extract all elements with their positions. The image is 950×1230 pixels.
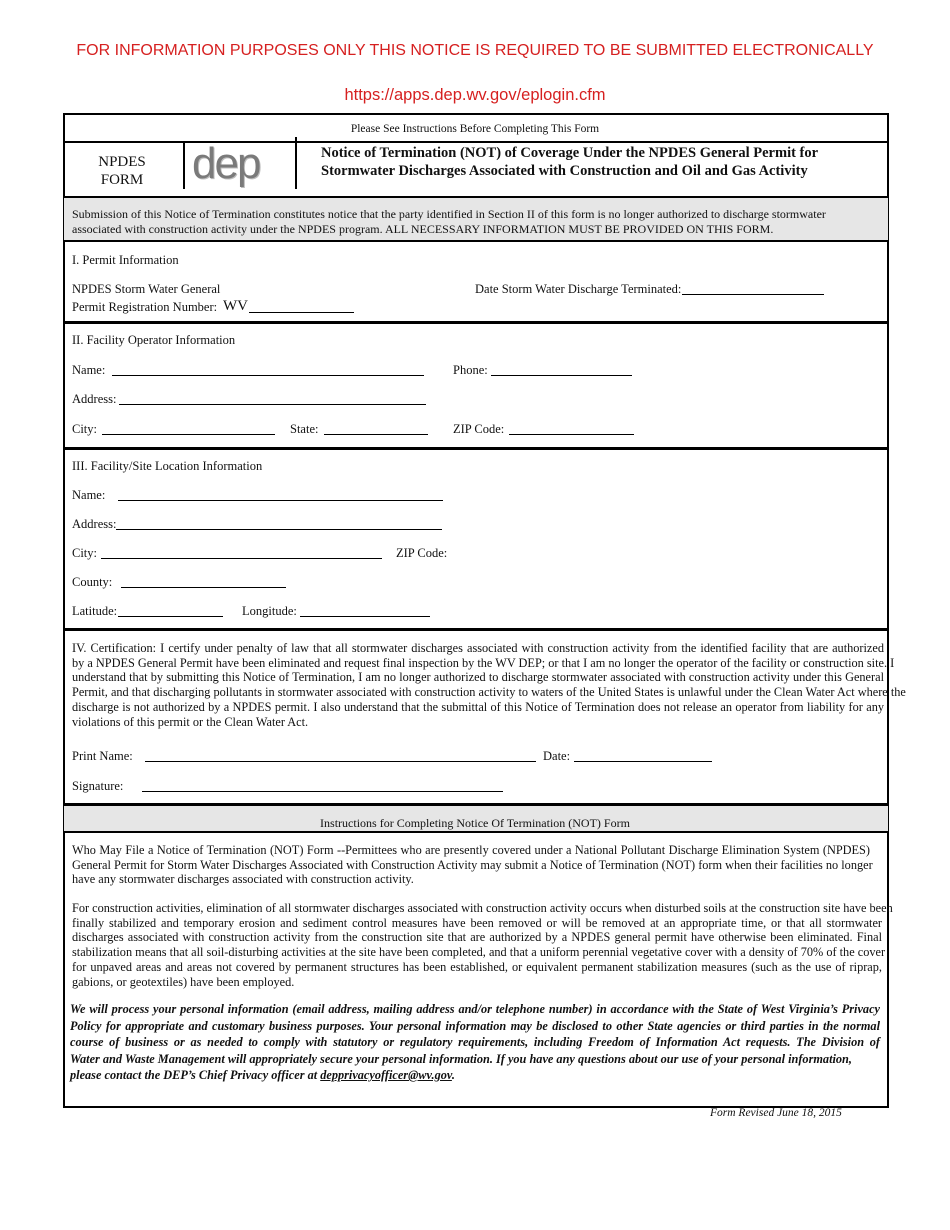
instructions-heading: Instructions for Completing Notice Of Termination (NOT) Form — [320, 816, 630, 830]
privacy-line: We will process your personal information (email address, mailing address and/or telephone number) in accordance with the State of West Virginia’s Privacy — [70, 1002, 880, 1016]
submission-notice-line1: Submission of this Notice of Termination constitutes notice that the party identified in Section II of this form is no longer authorized to discharge stormwater — [72, 207, 826, 221]
privacy-email-link[interactable]: depprivacyofficer@wv.gov — [320, 1068, 452, 1082]
privacy-period: . — [451, 1068, 455, 1082]
section1-heading: I. Permit Information — [72, 253, 179, 267]
operator-address-field[interactable] — [119, 404, 426, 405]
electronic-submission-notice: FOR INFORMATION PURPOSES ONLY THIS NOTICE IS REQUIRED TO BE SUBMITTED ELECTRONICALLY — [76, 42, 874, 59]
section2-heading: II. Facility Operator Information — [72, 333, 236, 347]
cert-line: by a NPDES General Permit have been eliminated and request final inspection by the WV DEP; or that I am no longer the operator of the facility or construction site. I — [72, 655, 895, 670]
site-city-field[interactable] — [101, 558, 382, 559]
header-divider — [183, 141, 185, 189]
privacy-line: Policy for appropriate and customary business purposes. Your personal information may be disclosed to other State agencies or third parties in the normal — [70, 1018, 880, 1033]
cert-line: violations of this permit or the Clean Water Act. — [72, 714, 309, 729]
permit-number-field[interactable] — [249, 312, 354, 313]
site-name-label: Name: — [72, 488, 106, 502]
date-terminated-field[interactable] — [682, 294, 824, 295]
form-label: FORM — [100, 172, 144, 188]
privacy-line: course of business or as needed to comply with statutory or regulatory requirements, including Freedom of Information Act requests. The Division of — [70, 1035, 880, 1049]
privacy-line: Water and Waste Management will appropriately secure your personal information. If you have any questions about our use of your personal information, — [70, 1051, 852, 1066]
header-divider — [295, 137, 297, 189]
rule — [63, 628, 889, 631]
para2-line: finally stabilized and temporary erosion and sediment control measures have been removed or will be removed at an appropriate time, or that all stormwater — [72, 915, 882, 930]
privacy-contact-text: please contact the DEP’s Chief Privacy officer at — [70, 1068, 321, 1082]
para2-line: discharges associated with construction activity from the construction site that are authorized by a NPDES general permit have otherwise been eliminated. Final — [72, 930, 882, 945]
cert-line: understand that by submitting this Notice of Termination, I am no longer authorized to discharge stormwater associated with construction activity under this General — [72, 670, 884, 685]
site-city-label: City: — [72, 546, 98, 560]
cert-date-label: Date: — [543, 749, 571, 763]
operator-name-field[interactable] — [112, 375, 424, 376]
operator-state-label: State: — [290, 422, 319, 436]
dep-logo: dep — [192, 139, 260, 188]
signature-label: Signature: — [72, 779, 124, 793]
rule — [63, 831, 889, 833]
para2-line: gabions, or geotextiles) have been employed. — [72, 974, 295, 989]
privacy-last-line — [70, 1068, 455, 1083]
para2-line: stabilization means that all soil-disturbing activities at the site have been completed, and that a uniform perennial vegetative cover with a density of 70% of the cover — [72, 945, 886, 960]
site-county-field[interactable] — [121, 587, 286, 588]
site-address-field[interactable] — [116, 529, 442, 530]
operator-city-field[interactable] — [102, 434, 275, 435]
section3-heading: III. Facility/Site Location Information — [72, 459, 263, 473]
longitude-field[interactable] — [300, 616, 430, 617]
operator-name-label: Name: — [72, 363, 106, 377]
para2-line: For construction activities, elimination of all stormwater discharges associated with construction activity occurs when disturbed soils at the construction site have been — [72, 901, 893, 915]
operator-phone-label: Phone: — [453, 363, 488, 377]
print-name-field[interactable] — [145, 761, 536, 762]
operator-address-label: Address: — [72, 392, 117, 406]
operator-state-field[interactable] — [324, 434, 428, 435]
latitude-field[interactable] — [118, 616, 223, 617]
permit-label-line1: NPDES Storm Water General — [72, 282, 221, 296]
operator-phone-field[interactable] — [491, 375, 632, 376]
cert-line: Permit, and that discharging pollutants in stormwater associated with construction activity to waters of the United States is unlawful under the Clean Water Act where the — [72, 685, 906, 700]
para2-line: for unpaved areas and areas not covered by permanent structures has been established, or equivalent permanent stabilization measures (such as the use of riprap, — [72, 959, 882, 974]
date-terminated-label: Date Storm Water Discharge Terminated: — [475, 282, 682, 296]
form-revised-date: Form Revised June 18, 2015 — [710, 1107, 842, 1119]
operator-zip-label: ZIP Code: — [453, 422, 505, 436]
form-title-line1: Notice of Termination (NOT) of Coverage Under the NPDES General Permit for — [321, 145, 819, 161]
rule — [63, 321, 889, 324]
rule — [63, 240, 889, 242]
site-county-label: County: — [72, 575, 113, 589]
latitude-label: Latitude: — [72, 604, 118, 618]
longitude-label: Longitude: — [242, 604, 297, 618]
operator-zip-field[interactable] — [509, 434, 634, 435]
para1-line: General Permit for Storm Water Discharges Associated with Construction Activity may submit a Notice of Termination (NOT) form when their facilities no longer — [72, 857, 873, 872]
cert-line: IV. Certification: I certify under penalty of law that all stormwater discharges associated with construction activity from the identified facility that are authorized — [72, 641, 884, 655]
npdes-label: NPDES — [98, 154, 146, 170]
permit-prefix: WV — [223, 298, 248, 314]
para1-line: have any stormwater discharges associated with construction activity. — [72, 872, 414, 887]
print-name-label: Print Name: — [72, 749, 133, 763]
permit-label-line2: Permit Registration Number: — [72, 300, 218, 314]
signature-field[interactable] — [142, 791, 503, 792]
rule — [63, 447, 889, 450]
cert-line: discharge is not authorized by a NPDES permit. I also understand that the submittal of this Notice of Termination does not release an operator from liability for any — [72, 699, 884, 714]
submission-notice-line2: associated with construction activity under the NPDES program. ALL NECESSARY INFORMATION MUST BE PROVIDED ON THIS FORM. — [72, 222, 774, 236]
site-address-label: Address: — [72, 517, 117, 531]
eplogin-link[interactable]: https://apps.dep.wv.gov/eplogin.cfm — [344, 86, 606, 104]
para1-line: Who May File a Notice of Termination (NOT) Form --Permittees who are presently covered under a National Pollutant Discharge Elimination System (NPDES) — [72, 843, 870, 857]
operator-city-label: City: — [72, 422, 98, 436]
rule — [63, 113, 889, 115]
site-name-field[interactable] — [118, 500, 443, 501]
rule — [63, 141, 889, 143]
site-zip-label: ZIP Code: — [396, 546, 448, 560]
see-instructions-note: Please See Instructions Before Completing This Form — [350, 123, 600, 135]
cert-date-field[interactable] — [574, 761, 712, 762]
form-title-line2: Stormwater Discharges Associated with Construction and Oil and Gas Activity — [321, 163, 808, 179]
